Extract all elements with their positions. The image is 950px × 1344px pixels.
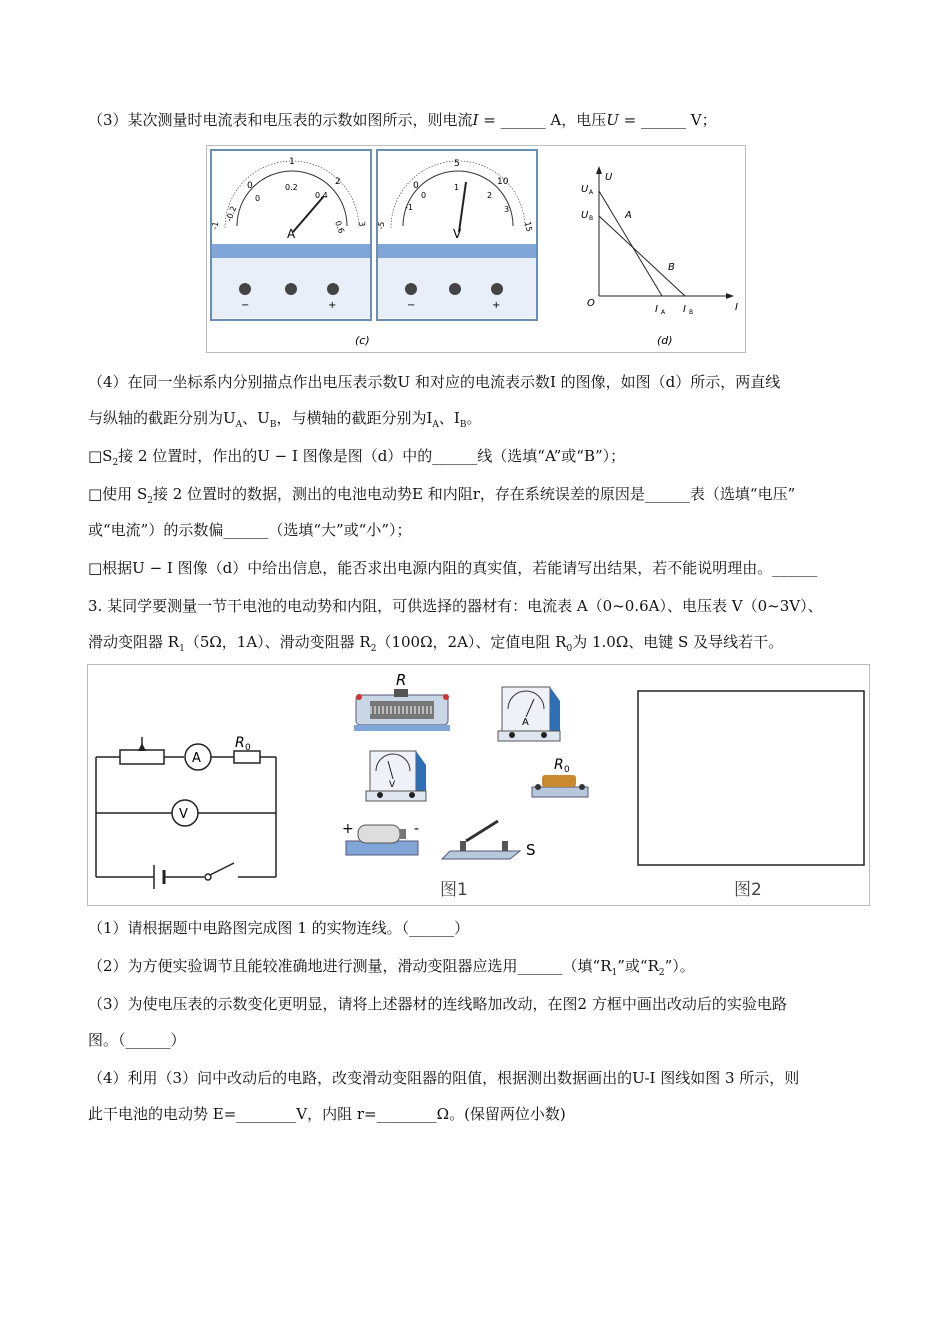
apparatus-ammeter-label: A <box>522 717 529 728</box>
figure-apparatus <box>87 664 870 906</box>
amm-minus: − <box>241 300 250 311</box>
ammeter-apparatus <box>498 687 560 741</box>
figure-meters-graph <box>206 145 746 353</box>
volt-end-0: -5 <box>376 220 387 231</box>
apparatus-voltmeter-label: V <box>389 780 396 790</box>
label-ub-sub: B <box>589 215 594 222</box>
amm-inner-4: 0.6 <box>333 219 346 235</box>
label-ia-sub: A <box>661 309 666 316</box>
caption-fig1: 图1 <box>440 880 468 900</box>
problem3-line2: 滑动变阻器 $R_1(5\Omega$，1A）、滑动变阻器 $R_2(100\Omega$，2A）、定值电阻 $R_0$为 1.0Ω、电键 S 及导线若干。 <box>88 633 784 654</box>
switch-label: S <box>526 841 536 859</box>
q-list-3a: （3）为使电压表的示数变化更明显，请将上述器材的连线略加改动，在图2 方框中画出改动后的实验电路 <box>88 995 787 1013</box>
amm-inner-3: 0.4 <box>315 191 328 200</box>
volt-inner-4: 3 <box>504 205 510 214</box>
caption-c: (c) <box>355 334 370 347</box>
q4-sub3: □根据U − I 图像（d）中给出信息，能否求出电源内阻的真实值，若能请写出结果，若不能说明理由。______ <box>88 559 818 577</box>
schematic-r0: R <box>235 735 245 751</box>
amm-end-0: -1 <box>210 220 221 231</box>
fig2-answer-box[interactable] <box>638 691 864 865</box>
voltmeter-label: V <box>453 227 462 241</box>
volt-inner-0: -1 <box>405 203 413 212</box>
r0-apparatus <box>532 775 588 797</box>
schematic-voltmeter: V <box>179 807 188 822</box>
battery-plus: + <box>342 821 354 837</box>
q-list-1: （1）请根据题中电路图完成图 1 的实物连线。（______） <box>88 919 470 937</box>
volt-inner-2: 1 <box>454 183 460 192</box>
label-ia: I <box>655 304 658 315</box>
battery-apparatus <box>346 825 418 855</box>
caption-fig2: 图2 <box>734 880 762 900</box>
label-ib: I <box>683 304 686 315</box>
figure-apparatus-svg <box>88 665 869 905</box>
amm-inner-0: -0.2 <box>224 204 239 223</box>
line-b: B <box>668 262 675 273</box>
figure-meters-svg <box>207 146 745 352</box>
amm-top-0: 0 <box>247 181 253 191</box>
q4-line1: （4）在同一坐标系内分别描点作出电压表示数U 和对应的电流表示数I 的图像，如图（d）所示，两直线 <box>88 373 781 391</box>
volt-minus: − <box>407 300 416 311</box>
battery-minus: - <box>414 821 420 837</box>
line-a: A <box>625 210 632 221</box>
volt-end-1: 15 <box>523 220 534 233</box>
label-ib-sub: B <box>689 309 694 316</box>
problem3-line1: 3. 某同学要测量一节干电池的电动势和内阻，可供选择的器材有：电流表 A（0~0.6A）、电压表 V（0~3V）、 <box>88 597 823 615</box>
ammeter-label: A <box>287 227 296 241</box>
amm-top-2: 2 <box>335 177 341 187</box>
rheostat-slider-icon <box>138 743 146 751</box>
q4-sub1: $□S_2$接 2 位置时，作出的U − I 图像是图（d）中的______线（选填“A”或“B”）； <box>88 447 626 468</box>
axis-i: I <box>735 302 738 313</box>
label-ua-sub: A <box>589 189 594 196</box>
q-list-4b: 此干电池的电动势 E=________V，内阻 r=________Ω。(保留两位小数) <box>88 1105 566 1123</box>
label-ub: U <box>581 210 589 221</box>
label-ua: U <box>581 184 589 195</box>
ammeter <box>210 150 371 320</box>
volt-inner-3: 2 <box>487 191 493 200</box>
switch-apparatus <box>442 821 520 859</box>
volt-inner-1: 0 <box>421 191 427 200</box>
apparatus-r0-label: R <box>554 757 564 773</box>
schematic-r0-sub: 0 <box>245 743 251 753</box>
rheostat-apparatus <box>354 689 450 731</box>
q4-sub2-cont: 或“电流”）的示数偏______（选填“大”或“小”）； <box>88 521 412 539</box>
volt-top-2: 10 <box>497 177 509 187</box>
origin: O <box>587 298 595 309</box>
q-list-4a: （4）利用（3）问中改动后的电路，改变滑动变阻器的阻值，根据测出数据画出的U-I 图线如图 3 所示，则 <box>88 1069 800 1087</box>
q4-line2: 与纵轴的截距分别为$U_A$、$U_B$，与横轴的截距分别为$I_A$、$I_B$。 <box>88 409 482 430</box>
voltmeter-apparatus <box>366 751 426 801</box>
amm-inner-2: 0.2 <box>285 183 298 192</box>
amm-inner-1: 0 <box>255 194 261 203</box>
voltmeter <box>376 150 537 320</box>
q-list-2: （2）为方便实验调节且能较准确地进行测量，滑动变阻器应选用______（填“$R_1$”或“$R_2$”）。 <box>88 957 695 978</box>
q-list-3b: 图。（______） <box>88 1031 186 1049</box>
volt-top-0: 0 <box>413 181 419 191</box>
amm-top-1: 1 <box>289 157 295 167</box>
volt-plus: + <box>492 300 501 311</box>
ui-graph <box>581 166 738 347</box>
q3-question: （3）某次测量时电流表和电压表的示数如图所示，则电流I = ______ A，电压U = ______ V； <box>88 111 717 129</box>
q4-sub2: □使用 $S_2$接 2 位置时的数据，测出的电池电动势E 和内阻r，存在系统误差的原因是______表（选填“电压” <box>88 485 796 506</box>
apparatus-rheostat-label: R <box>396 671 407 689</box>
schematic-ammeter: A <box>192 751 201 766</box>
volt-top-1: 5 <box>454 159 460 169</box>
apparatus-r0-sub: 0 <box>564 765 570 775</box>
caption-d: (d) <box>657 334 673 347</box>
amm-end-1: 3 <box>357 220 367 228</box>
axis-u: U <box>605 172 613 183</box>
amm-plus: + <box>328 300 337 311</box>
